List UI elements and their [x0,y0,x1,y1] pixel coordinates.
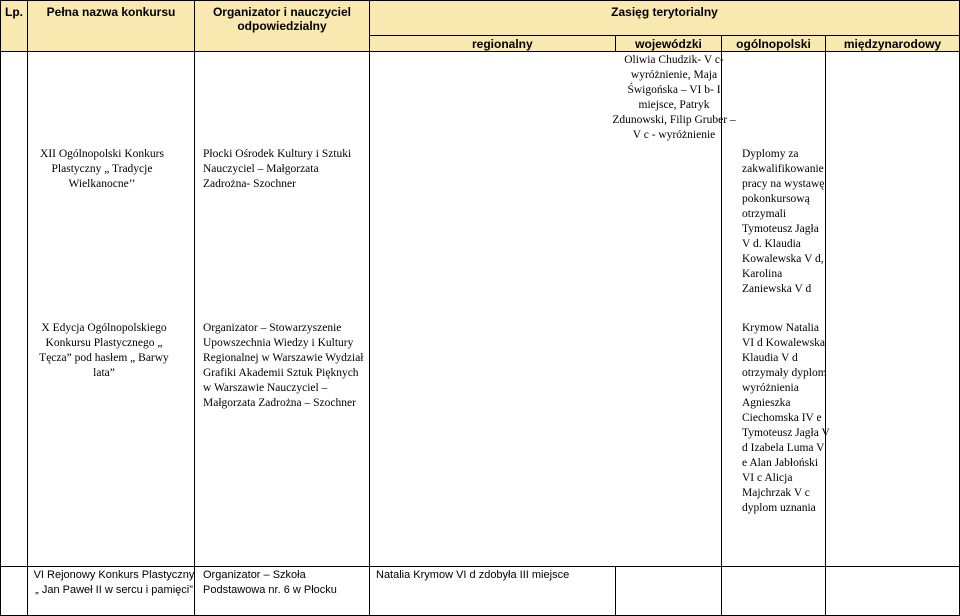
last-row-national [722,567,826,616]
row3-regional-result: Natalia Krymow VI d zdobyła III miejsce [376,569,570,581]
header-name: Pełna nazwa konkursu [28,0,195,52]
row1-competition-name: XII Ogólnopolski Konkurs Plastyczny „ Tradycje Wielkanocne’’ [40,148,164,190]
row3-organizer: Organizator – Szkoła Podstawowa nr. 6 w Płocku [203,569,337,596]
row1-organizer: Płocki Ośrodek Kultury i Sztuki Nauczyciel – Małgorzata Zadrożna- Szochner [203,148,352,190]
col-name-body [28,52,195,567]
header-regional: regionalny [370,36,616,52]
row2-international-result: Krymow Natalia VI d Kowalewska Klaudia V d otrzymały dyplom wyróżnienia Agnieszka Ciechomska IV e Tymoteusz Jagła V d Izabela Luma V e Alan Jabłoński VI c Alicja Majchrzak V c dyplom uznania [742,322,830,514]
header-organizer: Organizator i nauczyciel odpowiedzialny [195,0,370,52]
header-voivodeship: wojewódzki [616,36,722,52]
header-lp: Lp. [0,0,28,52]
row2-competition-name: X Edycja Ogólnopolskiego Konkursu Plastycznego „ Tęcza” pod hasłem „ Barwy lata” [39,322,169,379]
header-scope: Zasięg terytorialny [370,0,960,36]
last-row-international [826,567,960,616]
row1-international-result: Dyplomy za zakwalifikowanie pracy na wystawę pokonkursową otrzymali Tymoteusz Jagła V d. Klaudia Kowalewska V d, Karolina Zaniewska V d [742,148,825,295]
last-row-lp [0,567,28,616]
header-national: ogólnopolski [722,36,826,52]
col-lp-body [0,52,28,567]
last-row-voiv [616,567,722,616]
col-international-body [826,52,960,567]
header-international: międzynarodowy [826,36,960,52]
col-organizer-body [195,52,370,567]
row0-national-result: Oliwia Chudzik- V c- wyróżnienie, Maja Świgońska – VI b- I miejsce, Patryk Zdunowski, Filip Gruber – V c - wyróżnienie [612,54,736,141]
row3-competition-name: VI Rejonowy Konkurs Plastyczny „ Jan Paweł II w sercu i pamięci” [33,569,195,596]
row2-organizer: Organizator – Stowarzyszenie Upowszechnia Wiedzy i Kultury Regionalnej w Warszawie Wydział Grafiki Akademii Sztuk Pięknych w Warszawie Nauczyciel – Małgorzata Zadrożna – Szochner [203,322,364,409]
